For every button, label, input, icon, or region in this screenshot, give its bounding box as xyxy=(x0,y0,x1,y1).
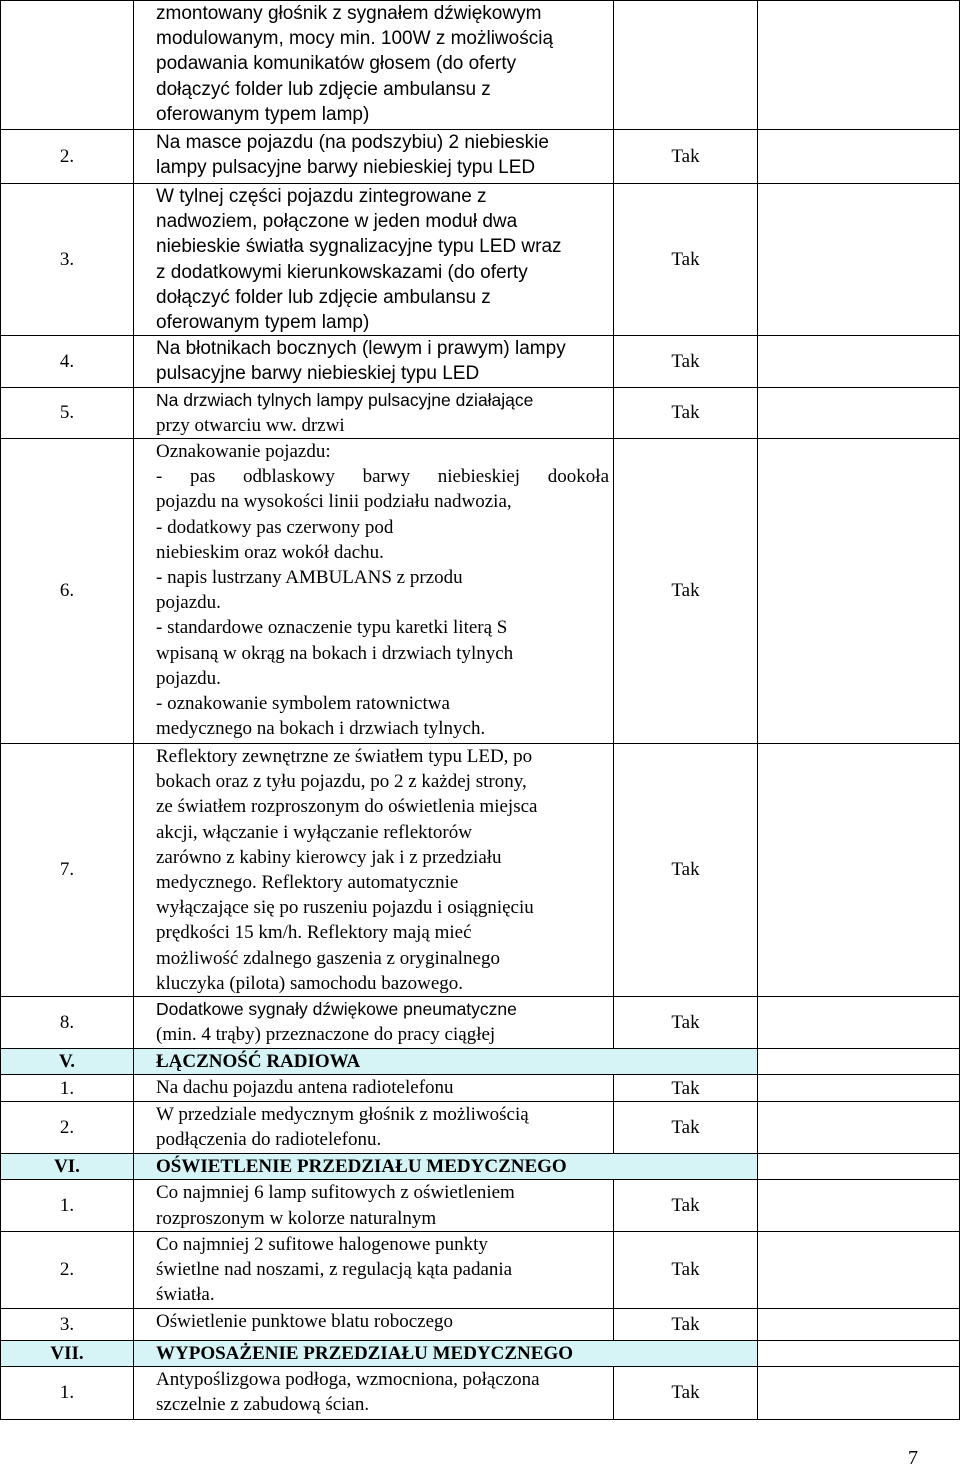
description-line: rozproszonym w kolorze naturalnym xyxy=(156,1207,437,1229)
empty-cell xyxy=(758,184,960,336)
row-description xyxy=(134,130,614,184)
description-line: - oznakowanie symbolem ratownictwa xyxy=(156,693,450,715)
description-line: przy otwarciu ww. drzwi xyxy=(156,414,345,436)
empty-cell xyxy=(758,1,960,130)
row-number: 7. xyxy=(1,744,134,997)
empty-cell xyxy=(758,1308,960,1340)
table-row xyxy=(1,1102,960,1154)
description-line: modulowanym, mocy min. 100W z możliwością xyxy=(156,28,554,50)
description-line: możliwość zdalnego gaszenia z oryginalnego xyxy=(156,947,500,969)
description-line: Antypoślizgowa podłoga, wzmocniona, połączona xyxy=(156,1369,540,1391)
description-line: ze światłem rozproszonym do oświetlenia miejsca xyxy=(156,796,538,818)
table-row xyxy=(1,1075,960,1102)
description-line: nadwoziem, połączone w jeden moduł dwa xyxy=(156,211,518,233)
row-number xyxy=(1,1,134,130)
description-line: podawania komunikatów głosem (do oferty xyxy=(156,53,517,75)
description-line: niebieskim oraz wokół dachu. xyxy=(156,541,384,563)
empty-cell xyxy=(758,336,960,387)
table-row xyxy=(1,130,960,184)
row-number: 8. xyxy=(1,997,134,1049)
row-answer: Tak xyxy=(614,997,758,1049)
empty-cell xyxy=(758,1231,960,1308)
row-answer: Tak xyxy=(614,130,758,184)
description-line: z dodatkowymi kierunkowskazami (do oferty xyxy=(156,261,528,283)
empty-cell xyxy=(758,1340,960,1366)
empty-cell xyxy=(758,1367,960,1420)
table-row xyxy=(1,997,960,1049)
empty-cell xyxy=(758,1154,960,1180)
description-line: - napis lustrzany AMBULANS z przodu xyxy=(156,567,463,589)
description-line: zmontowany głośnik z sygnałem dźwiękowym xyxy=(156,3,542,24)
row-answer: Tak xyxy=(614,744,758,997)
table-row xyxy=(1,1367,960,1420)
row-answer: Tak xyxy=(614,387,758,438)
description-line: prędkości 15 km/h. Reflektory mają mieć xyxy=(156,922,472,944)
row-number: 1. xyxy=(1,1075,134,1102)
table-row xyxy=(1,1,960,130)
description-line: medycznego. Reflektory automatycznie xyxy=(156,872,459,894)
section-number: V. xyxy=(1,1049,134,1075)
description-line: niebieskie światła sygnalizacyjne typu LED wraz xyxy=(156,236,562,258)
empty-cell xyxy=(758,744,960,997)
row-answer: Tak xyxy=(614,1308,758,1340)
section-header-row xyxy=(1,1340,960,1366)
row-description xyxy=(134,1,614,130)
row-answer: Tak xyxy=(614,1075,758,1102)
description-line: szczelnie z zabudową ścian. xyxy=(156,1394,370,1416)
description-line: dołączyć folder lub zdjęcie ambulansu z xyxy=(156,286,491,308)
row-answer: Tak xyxy=(614,1102,758,1154)
empty-cell xyxy=(758,387,960,438)
description-line: Dodatkowe sygnały dźwiękowe pneumatyczne xyxy=(156,999,517,1020)
description-line: Co najmniej 6 lamp sufitowych z oświetleniem xyxy=(156,1182,515,1204)
row-description xyxy=(134,744,614,997)
table-row xyxy=(1,1231,960,1308)
description-line: Na masce pojazdu (na podszybiu) 2 niebieskie xyxy=(156,132,549,153)
description-line: podłączenia do radiotelefonu. xyxy=(156,1129,382,1151)
row-description xyxy=(134,439,614,744)
description-line: - standardowe oznaczenie typu karetki literą S xyxy=(156,617,508,639)
section-header-row xyxy=(1,1154,960,1180)
row-number: 3. xyxy=(1,184,134,336)
table-row xyxy=(1,387,960,438)
section-title: WYPOSAŻENIE PRZEDZIAŁU MEDYCZNEGO xyxy=(134,1340,758,1366)
row-number: 4. xyxy=(1,336,134,387)
description-line: pojazdu na wysokości linii podziału nadwozia, xyxy=(156,491,512,513)
row-number: 3. xyxy=(1,1308,134,1340)
description-line: kluczyka (pilota) samochodu bazowego. xyxy=(156,972,464,994)
row-number: 6. xyxy=(1,439,134,744)
empty-cell xyxy=(758,997,960,1049)
table-row xyxy=(1,184,960,336)
row-number: 2. xyxy=(1,1102,134,1154)
row-answer xyxy=(614,1,758,130)
section-title: ŁĄCZNOŚĆ RADIOWA xyxy=(134,1049,758,1075)
row-number: 5. xyxy=(1,387,134,438)
row-description xyxy=(134,1180,614,1231)
row-description xyxy=(134,1102,614,1154)
description-line: wyłączające się po ruszeniu pojazdu i osiągnięciu xyxy=(156,897,534,919)
row-number: 1. xyxy=(1,1367,134,1420)
description-line: zarówno z kabiny kierowcy jak i z przedziału xyxy=(156,846,502,868)
table-row xyxy=(1,744,960,997)
empty-cell xyxy=(758,1075,960,1102)
description-line: świetlne nad noszami, z regulacją kąta padania xyxy=(156,1259,513,1281)
section-header-row xyxy=(1,1049,960,1075)
table-row xyxy=(1,439,960,744)
description-line: pojazdu. xyxy=(156,667,221,689)
description-line: światła. xyxy=(156,1284,215,1306)
row-number: 2. xyxy=(1,130,134,184)
description-line: akcji, włączanie i wyłączanie reflektorów xyxy=(156,821,472,843)
description-line: pulsacyjne barwy niebieskiej typu LED xyxy=(156,363,480,385)
empty-cell xyxy=(758,1102,960,1154)
row-description xyxy=(134,1075,614,1102)
row-answer: Tak xyxy=(614,1180,758,1231)
description-line: - pas odblaskowy barwy niebieskiej dookoła xyxy=(156,466,609,488)
description-line: oferowanym typem lamp) xyxy=(156,312,370,334)
description-line: (min. 4 trąby) przeznaczone do pracy ciągłej xyxy=(156,1024,496,1046)
empty-cell xyxy=(758,1049,960,1075)
empty-cell xyxy=(758,130,960,184)
row-description xyxy=(134,387,614,438)
description-line: Na drzwiach tylnych lampy pulsacyjne działające xyxy=(156,389,534,410)
row-answer: Tak xyxy=(614,336,758,387)
row-description xyxy=(134,184,614,336)
row-answer: Tak xyxy=(614,184,758,336)
row-description xyxy=(134,997,614,1049)
section-title: OŚWIETLENIE PRZEDZIAŁU MEDYCZNEGO xyxy=(134,1154,758,1180)
row-number: 1. xyxy=(1,1180,134,1231)
description-line: Oznakowanie pojazdu: xyxy=(156,441,331,463)
row-answer: Tak xyxy=(614,439,758,744)
description-line: W tylnej części pojazdu zintegrowane z xyxy=(156,186,487,207)
row-description xyxy=(134,1308,614,1340)
row-answer: Tak xyxy=(614,1367,758,1420)
row-number: 2. xyxy=(1,1231,134,1308)
description-line: Na dachu pojazdu antena radiotelefonu xyxy=(156,1077,454,1099)
row-answer: Tak xyxy=(614,1231,758,1308)
section-number: VI. xyxy=(1,1154,134,1180)
description-line: Reflektory zewnętrzne ze światłem typu LED, po xyxy=(156,746,533,768)
description-line: W przedziale medycznym głośnik z możliwością xyxy=(156,1104,529,1126)
description-line: - dodatkowy pas czerwony pod xyxy=(156,516,394,538)
row-description xyxy=(134,1367,614,1420)
table-row xyxy=(1,336,960,387)
description-line: dołączyć folder lub zdjęcie ambulansu z xyxy=(156,78,491,100)
description-line: bokach oraz z tyłu pojazdu, po 2 z każdej strony, xyxy=(156,771,527,793)
description-line: wpisaną w okrąg na bokach i drzwiach tylnych xyxy=(156,642,514,664)
table-row xyxy=(1,1180,960,1231)
description-line: Na błotnikach bocznych (lewym i prawym) lampy xyxy=(156,338,566,360)
description-line: oferowanym typem lamp) xyxy=(156,103,370,125)
page-number: 7 xyxy=(908,1447,918,1469)
description-line: Oświetlenie punktowe blatu roboczego xyxy=(156,1310,454,1332)
section-number: VII. xyxy=(1,1340,134,1366)
row-description xyxy=(134,1231,614,1308)
description-line: pojazdu. xyxy=(156,592,221,614)
row-description xyxy=(134,336,614,387)
description-line: lampy pulsacyjne barwy niebieskiej typu LED xyxy=(156,157,536,179)
empty-cell xyxy=(758,1180,960,1231)
empty-cell xyxy=(758,439,960,744)
description-line: Co najmniej 2 sufitowe halogenowe punkty xyxy=(156,1233,488,1255)
table-row xyxy=(1,1308,960,1340)
description-line: medycznego na bokach i drzwiach tylnych. xyxy=(156,718,486,740)
